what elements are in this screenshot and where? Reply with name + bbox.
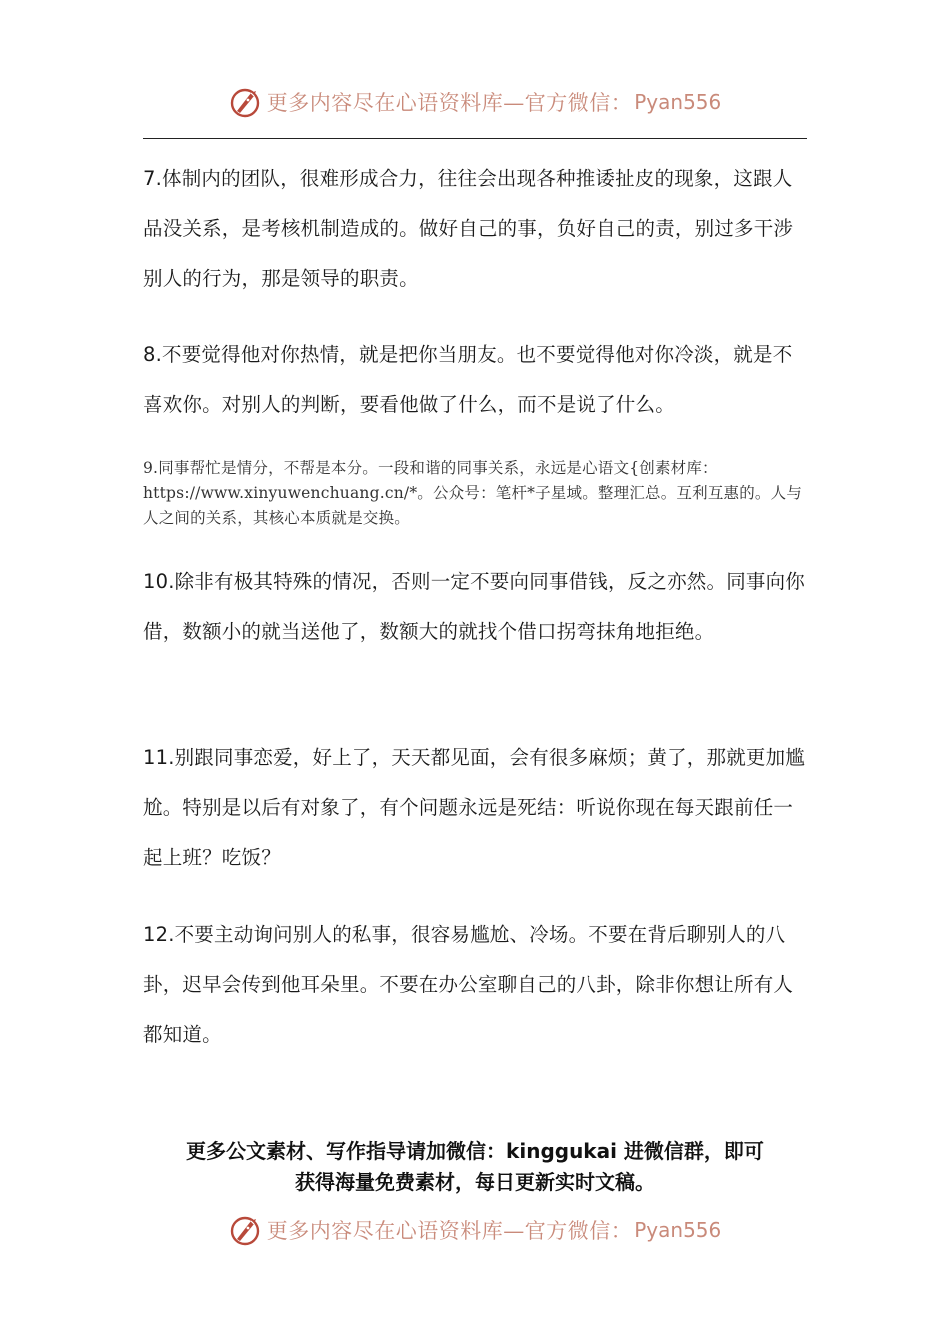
- footer-line-2: 获得海量免费素材，每日更新实时文稿。: [295, 1170, 655, 1194]
- paragraph-10: 10.除非有极其特殊的情况，否则一定不要向同事借钱，反之亦然。同事向你借，数额小的就当送他了，数额大的就找个借口拐弯抹角地拒绝。: [143, 570, 806, 643]
- paragraph-11: 11.别跟同事恋爱，好上了，天天都见面，会有很多麻烦；黄了，那就更加尴尬。特别是以后有对象了，有个问题永远是死结：听说你现在每天跟前任一起上班？吃饭？: [143, 746, 806, 869]
- paragraph-9: 9.同事帮忙是情分，不帮是本分。一段和谐的同事关系，永远是心语文{创素材库：https://www.xinyuwenchuang.cn/*。公众号：笔杆*子星域。整理汇总。互利互惠的。人与人之间的关系，其核心本质就是交换。: [143, 459, 803, 527]
- paragraph-12: 12.不要主动询问别人的私事，很容易尴尬、冷场。不要在背后聊别人的八卦，迟早会传到他耳朵里。不要在办公室聊自己的八卦，除非你想让所有人都知道。: [143, 923, 794, 1046]
- footer-banner: [0, 1210, 950, 1250]
- paragraph-7: 7.体制内的团队，很难形成合力，往往会出现各种推诿扯皮的现象，这跟人品没关系，是考核机制造成的。做好自己的事，负好自己的责，别过多干涉别人的行为，那是领导的职责。: [143, 167, 794, 290]
- header-banner: [0, 82, 950, 122]
- header-contact: Pyan556: [634, 90, 722, 114]
- footer-contact: Pyan556: [634, 1218, 722, 1242]
- pen-nib-logo-icon: [229, 85, 263, 119]
- paragraph-8: 8.不要觉得他对你热情，就是把你当朋友。也不要觉得他对你冷淡，就是不喜欢你。对别人的判断，要看他做了什么，而不是说了什么。: [143, 343, 793, 416]
- footer-brand-text: 更多内容尽在心语资料库—官方微信：: [266, 1219, 633, 1243]
- pen-nib-logo-icon: [229, 1213, 263, 1247]
- footer-note: [143, 1136, 807, 1198]
- header-brand-text: 更多内容尽在心语资料库—官方微信：: [266, 91, 633, 115]
- header-divider: [143, 138, 807, 139]
- footer-line-1: 更多公文素材、写作指导请加微信：kinggukai 进微信群，即可: [186, 1139, 764, 1163]
